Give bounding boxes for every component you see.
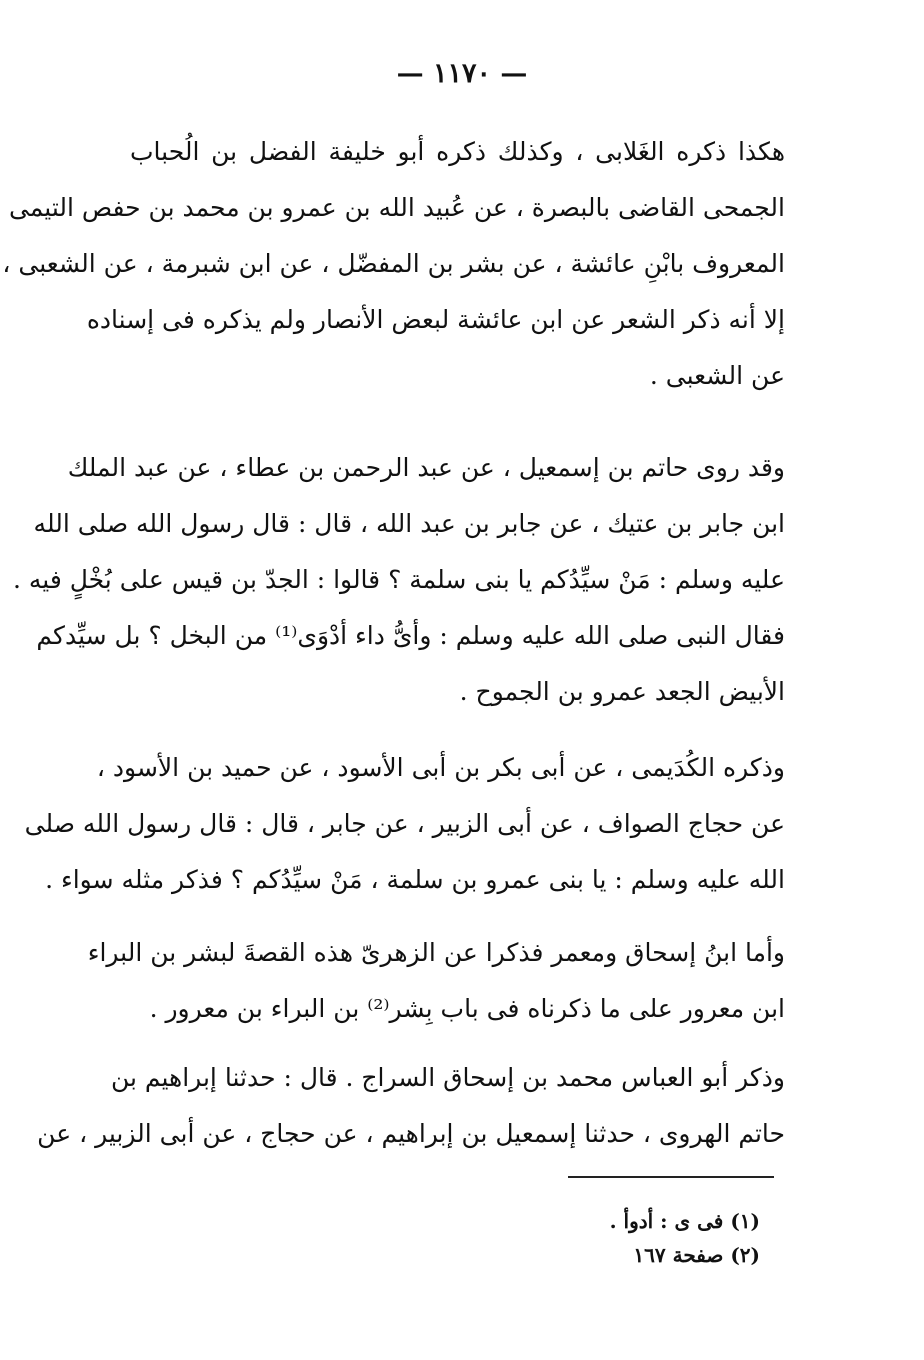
text-line: المعروف بابْنِ عائشة ، عن بشر بن المفضّل ، عن ابن شبرمة ، عن الشعبى ، — [2, 249, 785, 278]
text-line: ابن جابر بن عتيك ، عن جابر بن عبد الله ، قال : قال رسول الله صلى الله — [33, 509, 785, 538]
paragraph-2 — [13, 440, 785, 720]
footnote-2: (٢) صفحة ١٦٧ — [633, 1243, 760, 1267]
footnote-divider — [568, 1176, 774, 1178]
text-line: وذكره الكُدَيمى ، عن أبى بكر بن أبى الأسود ، عن حميد بن الأسود ، — [96, 753, 785, 782]
paragraph-3 — [24, 740, 785, 908]
text-line: الله عليه وسلم : يا بنى عمرو بن سلمة ، مَنْ سيِّدُكم ؟ فذكر مثله سواء . — [45, 865, 785, 894]
text-line: عليه وسلم : مَنْ سيِّدُكم يا بنى سلمة ؟ قالوا : الجدّ بن قيس على بُخْلٍ فيه . — [13, 565, 785, 594]
text-line: ابن معرور على ما ذكرناه فى باب بِشر⁽²⁾ بن البراء بن معرور . — [149, 994, 785, 1023]
paragraph-4 — [87, 925, 785, 1037]
footnote-1: (١) فى ى : أدوأ . — [609, 1209, 760, 1233]
text-line: إلا أنه ذكر الشعر عن ابن عائشة لبعض الأنصار ولم يذكره فى إسناده — [86, 305, 785, 334]
text-line: فقال النبى صلى الله عليه وسلم : وأىُّ داء أدْوَى⁽¹⁾ من البخل ؟ بل سيِّدكم — [36, 621, 785, 650]
page-number: — ١١٧٠ — — [396, 58, 528, 89]
paragraph-5 — [37, 1050, 785, 1162]
text-line: عن الشعبى . — [649, 361, 785, 390]
text-line: الجمحى القاضى بالبصرة ، عن عُبيد الله بن عمرو بن محمد بن حفص التيمى — [8, 193, 785, 222]
paragraph-1 — [2, 124, 785, 404]
footnotes — [430, 1204, 760, 1272]
text-line: وقد روى حاتم بن إسمعيل ، عن عبد الرحمن بن عطاء ، عن عبد الملك — [67, 453, 785, 482]
text-line: عن حجاج الصواف ، عن أبى الزبير ، عن جابر ، قال : قال رسول الله صلى — [24, 809, 785, 838]
text-line: هكذا ذكره الغَلابى ، وكذلك ذكره أبو خليفة الفضل بن الُحباب — [130, 137, 785, 166]
text-line: حاتم الهروى ، حدثنا إسمعيل بن إبراهيم ، عن حجاج ، عن أبى الزبير ، عن — [37, 1119, 785, 1148]
text-line: وذكر أبو العباس محمد بن إسحاق السراج . قال : حدثنا إبراهيم بن — [110, 1063, 785, 1092]
text-line: وأما ابنُ إسحاق ومعمر فذكرا عن الزهرىّ هذه القصةَ لبشر بن البراء — [87, 938, 785, 967]
text-line: الأبيض الجعد عمرو بن الجموح . — [459, 677, 785, 706]
